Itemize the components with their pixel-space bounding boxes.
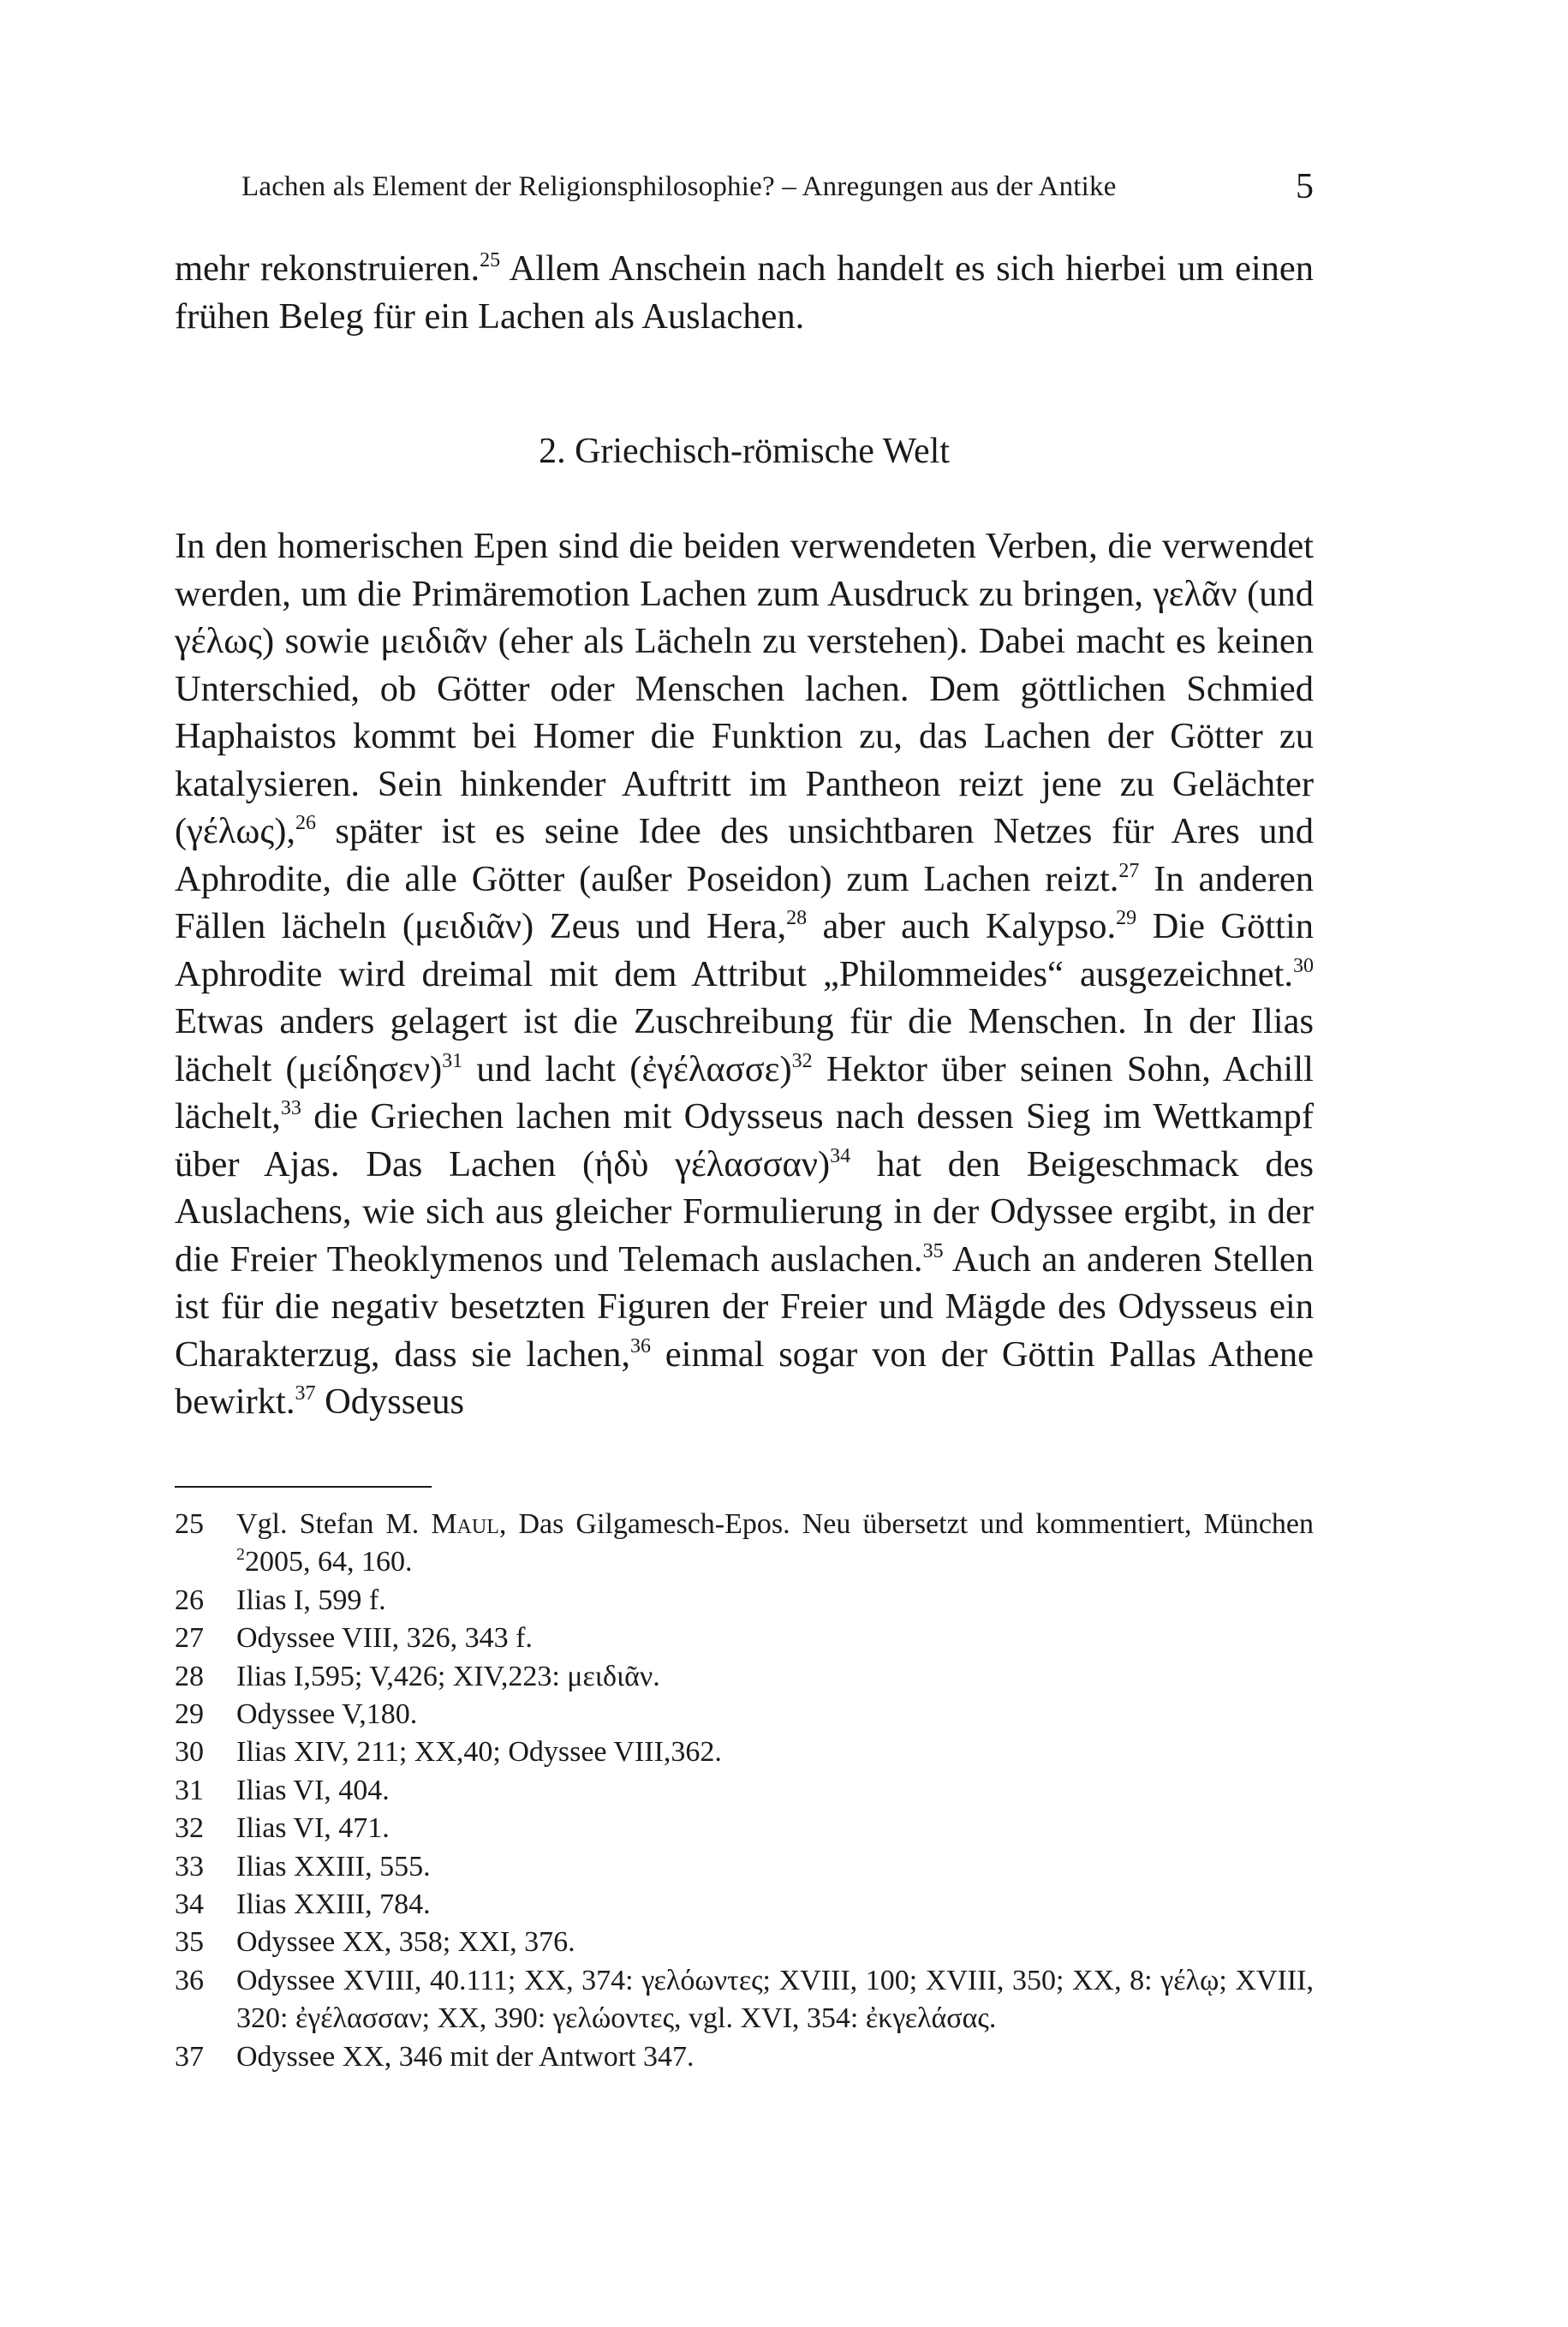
paragraph-segment: die Griechen lachen mit Odysseus nach dessen Sieg im Wettkampf über Ajas. Das Lachen (ἡδὺ γέλασσαν) xyxy=(175,1096,1314,1184)
footnote-text xyxy=(236,1508,1314,1578)
footnote-text xyxy=(236,1584,386,1616)
footnote-number: 34 xyxy=(175,1888,204,1921)
paragraph-segment: und lacht (ἐγέλασσε) xyxy=(462,1048,792,1089)
footnote-number: 29 xyxy=(175,1698,204,1731)
footnote-text-part: , Das Gilgamesch-Epos. Neu übersetzt und kommentiert, München xyxy=(498,1508,1314,1540)
footnote-text xyxy=(236,1698,417,1730)
footnote-text xyxy=(236,2041,695,2073)
intro-text: mehr rekonstruieren. xyxy=(175,248,480,289)
footnote-text-part: Ilias I,595; V,426; XIV,223: μειδιᾶν. xyxy=(236,1660,660,1692)
footnote-ref: 36 xyxy=(629,1334,651,1357)
paragraph-segment: später ist es seine Idee des unsichtbaren Netzes für Ares und Aphrodite, die alle Götter (außer Poseidon) zum Lachen reizt. xyxy=(175,811,1314,899)
footnote-text-part: Odyssee XX, 346 mit der Antwort 347. xyxy=(236,2040,695,2073)
footnote-ref: 35 xyxy=(922,1239,944,1262)
running-title: Lachen als Element der Religionsphilosophie? – Anregungen aus der Antike xyxy=(241,171,1117,202)
footnote-text-part: Odyssee XX, 358; XXI, 376. xyxy=(236,1926,575,1959)
footnote-number: 35 xyxy=(175,1926,204,1959)
paragraph-segment: hat den Beigeschmack des Auslachens, wie sich aus gleicher Formulierung in der Odyssee ergibt, in der die Freier Theoklymenos und Telemach auslachen. xyxy=(175,1143,1315,1280)
footnote-text-part: Ilias I, 599 f. xyxy=(236,1584,386,1616)
footnote-26 xyxy=(175,1582,1314,1620)
paragraph-segment: aber auch Kalypso. xyxy=(807,906,1117,946)
footnote-28 xyxy=(175,1658,1314,1696)
footnote-number: 25 xyxy=(175,1508,204,1540)
footnotes xyxy=(175,1506,1314,2076)
footnote-27 xyxy=(175,1620,1314,1657)
footnote-30 xyxy=(175,1733,1314,1771)
paragraph-segment: In den homerischen Epen sind die beiden verwendeten Verben, die verwendet werden, um die Primäremotion Lachen zum Ausdruck zu bringen, γελᾶν (und γέλως) sowie μειδιᾶν (eher als Lächeln zu verstehen). Dabei macht es keinen Unterschied, ob Götter oder Menschen lachen. Dem göttlichen Schmied Haphaistos kommt bei Homer die Funktion zu, das Lachen der Götter zu katalysieren. Sein hinkender Auftritt im Pantheon reizt jene zu Gelächter (γέλως), xyxy=(175,526,1314,851)
paragraph-segment: Etwas anders gelagert ist die Zuschreibung für die Menschen. In der Ilias lächelt (μείδησεν) xyxy=(175,1001,1314,1089)
footnote-33 xyxy=(175,1848,1314,1886)
paragraph-segment: Odysseus xyxy=(315,1381,465,1422)
footnote-34 xyxy=(175,1886,1314,1924)
footnote-ref: 28 xyxy=(786,907,808,929)
footnote-32 xyxy=(175,1810,1314,1847)
footnote-ref: 31 xyxy=(442,1049,463,1072)
footnote-37 xyxy=(175,2038,1314,2076)
paragraph-segment: Hektor über seinen Sohn, Achill lächelt, xyxy=(175,1048,1314,1137)
footnote-number: 26 xyxy=(175,1584,204,1616)
footnote-ref: 29 xyxy=(1116,907,1137,929)
footnote-separator xyxy=(175,1486,432,1488)
footnote-number: 37 xyxy=(175,2040,204,2073)
page-number: 5 xyxy=(1296,167,1314,206)
footnote-number: 31 xyxy=(175,1774,204,1806)
intro-text-continued: Allem Anschein nach handelt es sich hierbei um einen frühen Beleg für ein Lachen als Auslachen. xyxy=(175,248,1315,337)
footnote-number: 32 xyxy=(175,1812,204,1845)
main-paragraph-text xyxy=(175,522,1314,1426)
footnote-31 xyxy=(175,1772,1314,1810)
footnote-25 xyxy=(175,1506,1314,1582)
edition-superscript: 2 xyxy=(236,1545,245,1565)
footnote-text xyxy=(236,1736,722,1768)
footnote-ref: 37 xyxy=(295,1382,316,1405)
footnote-text-part: Ilias VI, 404. xyxy=(236,1774,390,1806)
main-paragraph xyxy=(175,522,1314,1426)
footnote-text-part: Vgl. Stefan M. xyxy=(236,1508,432,1540)
footnote-number: 27 xyxy=(175,1622,204,1655)
footnote-36 xyxy=(175,1962,1314,2038)
footnote-text-part: Odyssee VIII, 326, 343 f. xyxy=(236,1622,533,1655)
footnote-text xyxy=(236,1775,390,1806)
paragraph-segment: einmal sogar von der Göttin Pallas Athene bewirkt. xyxy=(175,1334,1314,1422)
footnote-ref: 30 xyxy=(1293,954,1314,977)
footnote-text-part: Odyssee V,180. xyxy=(236,1698,418,1731)
footnote-ref: 32 xyxy=(791,1049,813,1072)
footnote-ref: 26 xyxy=(295,812,316,834)
intro-paragraph xyxy=(175,245,1314,340)
footnote-text-part: Ilias VI, 471. xyxy=(236,1812,390,1845)
footnote-text xyxy=(236,1661,660,1692)
footnote-text xyxy=(236,1851,431,1882)
paragraph-segment: In anderen Fällen lächeln (μειδιᾶν) Zeus und Hera, xyxy=(175,858,1314,946)
running-head xyxy=(175,166,1314,214)
footnote-ref: 27 xyxy=(1118,859,1140,882)
footnote-ref: 25 xyxy=(480,249,501,271)
footnote-number: 30 xyxy=(175,1736,204,1769)
footnote-text xyxy=(236,1888,431,1920)
footnote-text xyxy=(236,1812,390,1844)
footnote-text-part: Odyssee XVIII, 40.111; XX, 374: γελόωντες; XVIII, 100; XVIII, 350; XX, 8: γέλῳ; XVIII, 320: ἐγέλασσαν; XX, 390: γελώοντες, vgl. XVI, 354: ἐκγελάσας. xyxy=(236,1964,1314,2035)
paragraph-segment: Die Göttin Aphrodite wird dreimal mit dem Attribut „Philommeides“ ausgezeichnet. xyxy=(175,906,1315,994)
footnote-number: 36 xyxy=(175,1964,204,1996)
footnote-29 xyxy=(175,1696,1314,1733)
footnote-text xyxy=(236,1926,575,1958)
footnote-text-part: Ilias XIV, 211; XX,40; Odyssee VIII,362. xyxy=(236,1736,722,1769)
footnote-text-part: 2005, 64, 160. xyxy=(245,1546,413,1578)
footnote-text-part: Ilias XXIII, 784. xyxy=(236,1888,431,1921)
section-heading: 2. Griechisch-römische Welt xyxy=(539,432,950,471)
footnote-ref: 33 xyxy=(280,1097,301,1119)
author-name: Maul xyxy=(431,1508,499,1540)
footnote-text xyxy=(236,1965,1314,2034)
footnote-text xyxy=(236,1622,533,1654)
footnote-number: 28 xyxy=(175,1660,204,1692)
footnote-ref: 34 xyxy=(830,1144,851,1167)
footnote-text-part: Ilias XXIII, 555. xyxy=(236,1850,431,1882)
paragraph-segment: Auch an anderen Stellen ist für die negativ besetzten Figuren der Freier und Mägde des Odysseus ein Charakterzug, dass sie lachen, xyxy=(175,1238,1315,1375)
footnote-35 xyxy=(175,1924,1314,1961)
footnote-number: 33 xyxy=(175,1850,204,1882)
